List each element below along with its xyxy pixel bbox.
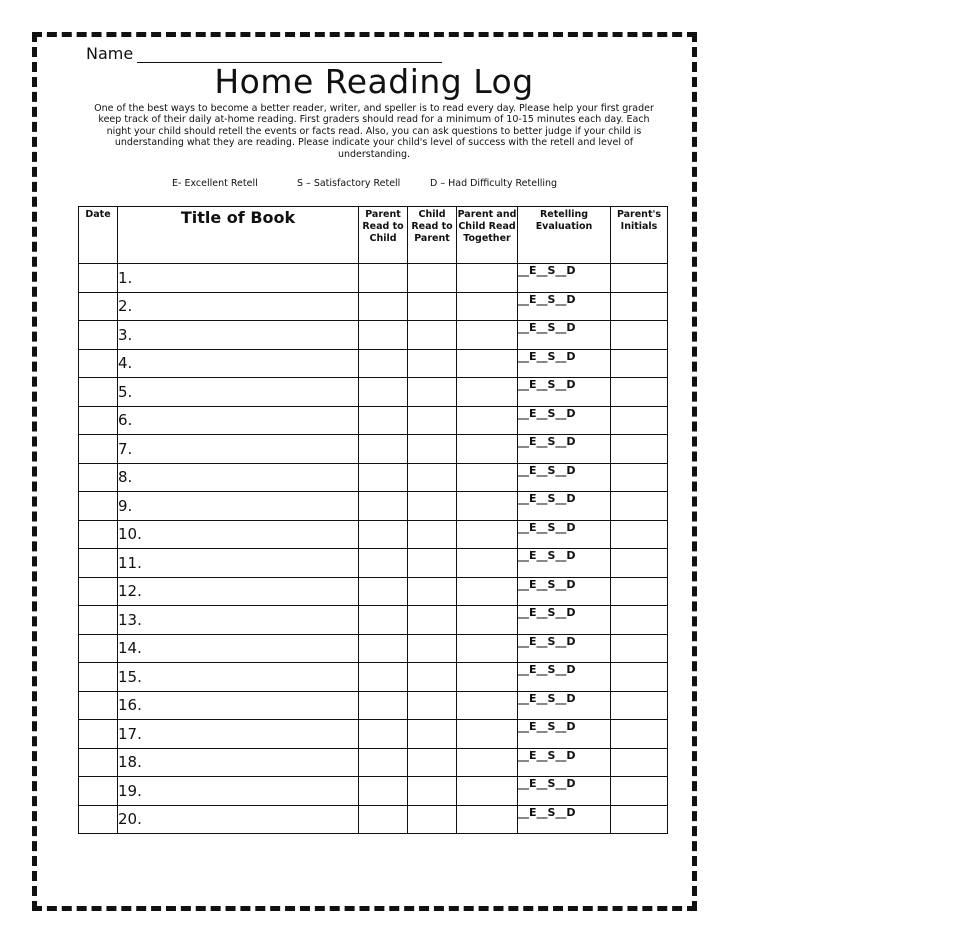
date-cell[interactable] [79,691,118,720]
initials-cell[interactable] [611,720,668,749]
initials-cell[interactable] [611,321,668,350]
table-row [79,691,668,720]
reading-log-table [78,206,668,834]
col-date: Date [79,207,118,264]
col-title: Title of Book [118,207,359,264]
initials-cell[interactable] [611,463,668,492]
table-row [79,292,668,321]
parent-read-cell[interactable] [359,549,408,578]
parent-read-cell[interactable] [359,634,408,663]
date-cell[interactable] [79,463,118,492]
child-read-cell[interactable] [408,606,457,635]
parent-read-cell[interactable] [359,406,408,435]
table-row [79,406,668,435]
title-cell[interactable]: 14. [118,634,359,663]
parent-read-cell[interactable] [359,492,408,521]
read-together-cell[interactable] [457,435,518,464]
initials-cell[interactable] [611,663,668,692]
read-together-cell[interactable] [457,720,518,749]
table-row [79,805,668,834]
parent-read-cell[interactable] [359,463,408,492]
title-cell[interactable]: 7. [118,435,359,464]
child-read-cell[interactable] [408,435,457,464]
parent-read-cell[interactable] [359,435,408,464]
parent-read-cell[interactable] [359,691,408,720]
read-together-cell[interactable] [457,264,518,293]
child-read-cell[interactable] [408,321,457,350]
parent-read-cell[interactable] [359,349,408,378]
initials-cell[interactable] [611,435,668,464]
initials-cell[interactable] [611,691,668,720]
read-together-cell[interactable] [457,463,518,492]
parent-read-cell[interactable] [359,378,408,407]
parent-read-cell[interactable] [359,264,408,293]
col-read-together: Parent and Child Read Together [457,207,518,264]
initials-cell[interactable] [611,777,668,806]
log-body [79,264,668,834]
child-read-cell[interactable] [408,549,457,578]
date-cell[interactable] [79,435,118,464]
retelling-cell[interactable]: __E__S__D [518,349,611,378]
title-cell[interactable]: 11. [118,549,359,578]
table-row [79,492,668,521]
title-cell[interactable]: 9. [118,492,359,521]
table-row [79,577,668,606]
table-row [79,634,668,663]
initials-cell[interactable] [611,378,668,407]
read-together-cell[interactable] [457,378,518,407]
retelling-cell[interactable]: __E__S__D [518,292,611,321]
title-cell[interactable]: 20. [118,805,359,834]
parent-read-cell[interactable] [359,777,408,806]
retelling-cell[interactable]: __E__S__D [518,549,611,578]
initials-cell[interactable] [611,634,668,663]
table-row [79,520,668,549]
read-together-cell[interactable] [457,577,518,606]
col-parent-read: Parent Read to Child [359,207,408,264]
title-cell[interactable]: 1. [118,264,359,293]
title-cell[interactable]: 19. [118,777,359,806]
child-read-cell[interactable] [408,720,457,749]
table-row [79,748,668,777]
retelling-cell[interactable]: __E__S__D [518,520,611,549]
table-row [79,606,668,635]
date-cell[interactable] [79,378,118,407]
date-cell[interactable] [79,577,118,606]
child-read-cell[interactable] [408,577,457,606]
retelling-cell[interactable]: __E__S__D [518,378,611,407]
read-together-cell[interactable] [457,606,518,635]
child-read-cell[interactable] [408,748,457,777]
col-retelling: Retelling Evaluation [518,207,611,264]
child-read-cell[interactable] [408,463,457,492]
child-read-cell[interactable] [408,292,457,321]
read-together-cell[interactable] [457,748,518,777]
retelling-cell[interactable]: __E__S__D [518,264,611,293]
retelling-cell[interactable]: __E__S__D [518,691,611,720]
title-cell[interactable]: 16. [118,691,359,720]
read-together-cell[interactable] [457,634,518,663]
table-row [79,349,668,378]
retelling-cell[interactable]: __E__S__D [518,463,611,492]
date-cell[interactable] [79,777,118,806]
initials-cell[interactable] [611,577,668,606]
initials-cell[interactable] [611,748,668,777]
header-row [79,207,668,264]
name-field [86,44,442,63]
child-read-cell[interactable] [408,406,457,435]
parent-read-cell[interactable] [359,748,408,777]
date-cell[interactable] [79,406,118,435]
parent-read-cell[interactable] [359,606,408,635]
read-together-cell[interactable] [457,777,518,806]
initials-cell[interactable] [611,805,668,834]
name-label: Name [86,44,134,63]
parent-read-cell[interactable] [359,720,408,749]
table-row [79,720,668,749]
read-together-cell[interactable] [457,805,518,834]
title-cell[interactable]: 13. [118,606,359,635]
col-initials: Parent's Initials [611,207,668,264]
read-together-cell[interactable] [457,321,518,350]
title-cell[interactable]: 5. [118,378,359,407]
table-row [79,463,668,492]
child-read-cell[interactable] [408,663,457,692]
read-together-cell[interactable] [457,520,518,549]
retelling-cell[interactable]: __E__S__D [518,606,611,635]
initials-cell[interactable] [611,520,668,549]
retelling-cell[interactable]: __E__S__D [518,748,611,777]
title-cell[interactable]: 3. [118,321,359,350]
child-read-cell[interactable] [408,378,457,407]
child-read-cell[interactable] [408,805,457,834]
key-satisfactory: S – Satisfactory Retell [297,178,401,189]
initials-cell[interactable] [611,292,668,321]
read-together-cell[interactable] [457,406,518,435]
table-row [79,378,668,407]
table-row [79,264,668,293]
parent-read-cell[interactable] [359,577,408,606]
parent-read-cell[interactable] [359,663,408,692]
read-together-cell[interactable] [457,492,518,521]
retelling-cell[interactable]: __E__S__D [518,663,611,692]
child-read-cell[interactable] [408,691,457,720]
table-row [79,777,668,806]
intro-paragraph: One of the best ways to become a better reader, writer, and speller is to read every day. Please help your first grader keep track of their daily at-home reading. First graders should read for a minimum of 10-15 minutes each day. Each night your child should retell the events or facts read. Also, you can ask questions to better judge if your child is understanding what they are reading. Please indicate your child's level of success with the retell and level of understanding. [94,103,654,160]
read-together-cell[interactable] [457,349,518,378]
date-cell[interactable] [79,292,118,321]
child-read-cell[interactable] [408,777,457,806]
title-cell[interactable]: 4. [118,349,359,378]
retelling-cell[interactable]: __E__S__D [518,720,611,749]
date-cell[interactable] [79,634,118,663]
child-read-cell[interactable] [408,634,457,663]
child-read-cell[interactable] [408,520,457,549]
retelling-cell[interactable]: __E__S__D [518,321,611,350]
parent-read-cell[interactable] [359,321,408,350]
page-title: Home Reading Log [214,62,534,101]
initials-cell[interactable] [611,349,668,378]
parent-read-cell[interactable] [359,520,408,549]
title-cell[interactable]: 17. [118,720,359,749]
title-cell[interactable]: 2. [118,292,359,321]
date-cell[interactable] [79,264,118,293]
date-cell[interactable] [79,349,118,378]
table-row [79,321,668,350]
initials-cell[interactable] [611,492,668,521]
date-cell[interactable] [79,520,118,549]
col-child-read: Child Read to Parent [408,207,457,264]
initials-cell[interactable] [611,606,668,635]
read-together-cell[interactable] [457,691,518,720]
date-cell[interactable] [79,720,118,749]
name-blank-line [137,48,442,63]
initials-cell[interactable] [611,406,668,435]
title-cell[interactable]: 10. [118,520,359,549]
read-together-cell[interactable] [457,292,518,321]
title-cell[interactable]: 6. [118,406,359,435]
date-cell[interactable] [79,492,118,521]
title-cell[interactable]: 15. [118,663,359,692]
title-cell[interactable]: 18. [118,748,359,777]
initials-cell[interactable] [611,264,668,293]
initials-cell[interactable] [611,549,668,578]
date-cell[interactable] [79,549,118,578]
retelling-cell[interactable]: __E__S__D [518,805,611,834]
read-together-cell[interactable] [457,663,518,692]
retelling-cell[interactable]: __E__S__D [518,492,611,521]
retelling-cell[interactable]: __E__S__D [518,577,611,606]
retelling-cell[interactable]: __E__S__D [518,435,611,464]
retelling-cell[interactable]: __E__S__D [518,406,611,435]
table-row [79,663,668,692]
table-row [79,435,668,464]
table-row [79,549,668,578]
date-cell[interactable] [79,663,118,692]
date-cell[interactable] [79,321,118,350]
date-cell[interactable] [79,748,118,777]
title-cell[interactable]: 8. [118,463,359,492]
retelling-cell[interactable]: __E__S__D [518,777,611,806]
child-read-cell[interactable] [408,349,457,378]
child-read-cell[interactable] [408,264,457,293]
key-difficulty: D – Had Difficulty Retelling [430,178,558,189]
date-cell[interactable] [79,805,118,834]
read-together-cell[interactable] [457,549,518,578]
title-cell[interactable]: 12. [118,577,359,606]
retelling-cell[interactable]: __E__S__D [518,634,611,663]
date-cell[interactable] [79,606,118,635]
child-read-cell[interactable] [408,492,457,521]
parent-read-cell[interactable] [359,292,408,321]
key-excellent: E- Excellent Retell [172,178,258,189]
parent-read-cell[interactable] [359,805,408,834]
